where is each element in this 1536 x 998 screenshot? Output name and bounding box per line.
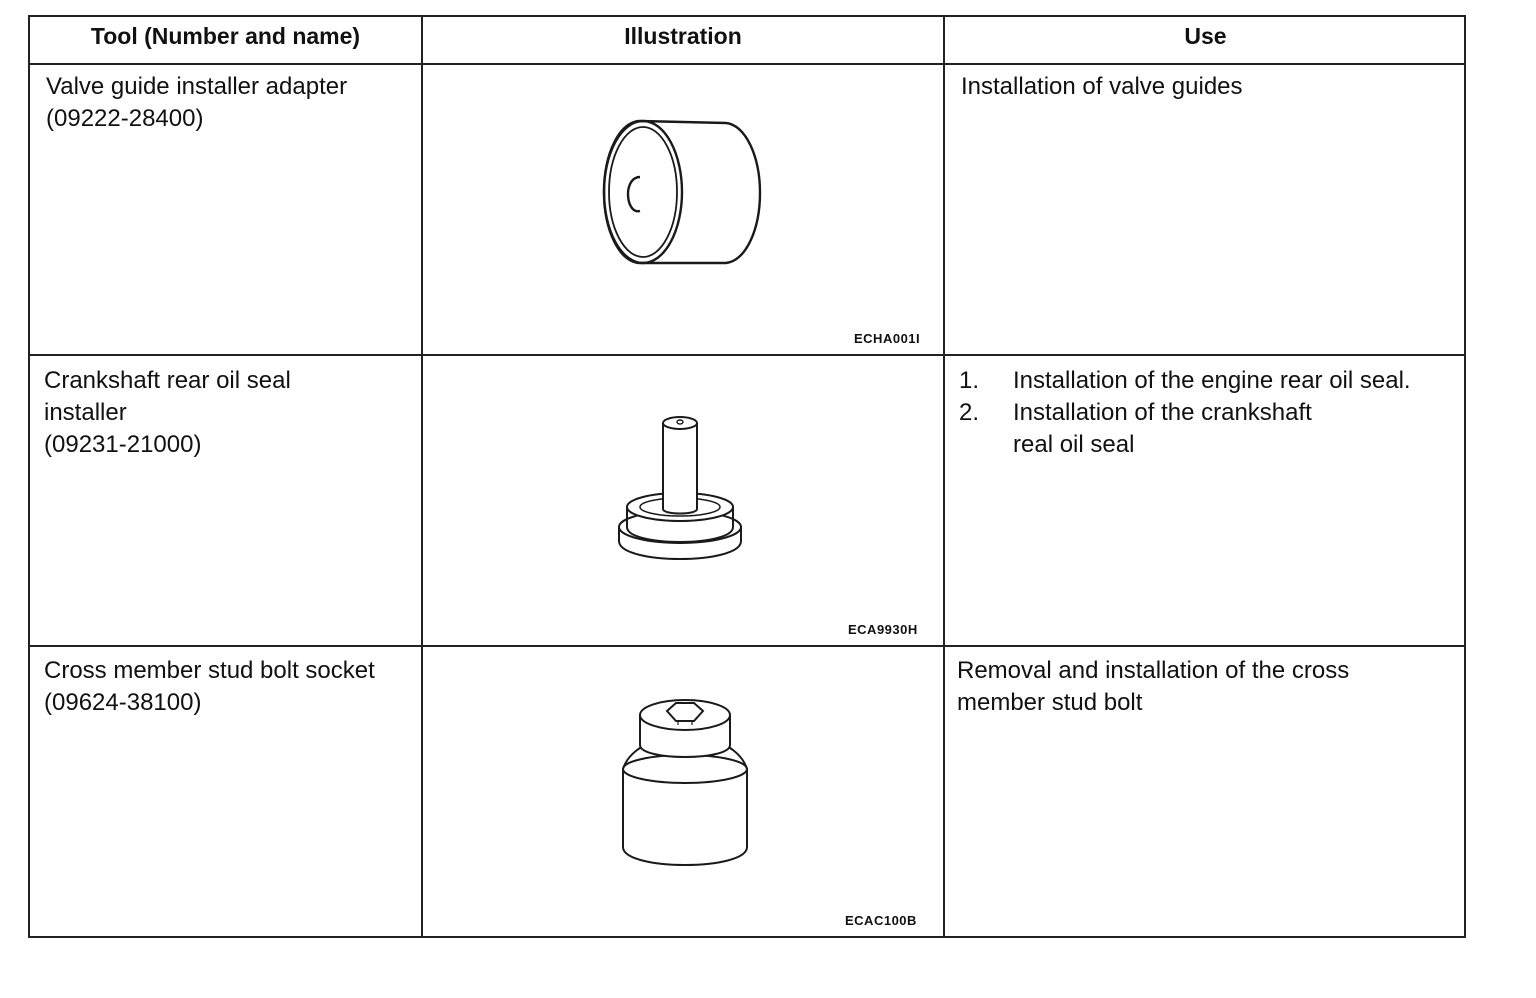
crankshaft-rear-oil-seal-installer-icon bbox=[615, 405, 745, 580]
use-line2: member stud bolt bbox=[957, 689, 1143, 716]
tool-name-line1: Crankshaft rear oil seal bbox=[44, 367, 291, 394]
tool-cell-3 bbox=[44, 655, 375, 719]
column-divider-1 bbox=[421, 17, 423, 936]
tool-name: Cross member stud bolt socket bbox=[44, 657, 375, 684]
tool-cell-2 bbox=[44, 365, 291, 461]
tool-name: Valve guide installer adapter bbox=[46, 73, 348, 100]
list-text-line1: Installation of the crankshaft bbox=[1013, 399, 1312, 426]
tool-name-line2: installer bbox=[44, 399, 127, 426]
use-list-item-1 bbox=[959, 365, 1459, 397]
header-divider bbox=[30, 63, 1464, 65]
column-divider-2 bbox=[943, 17, 945, 936]
special-tools-table bbox=[28, 15, 1466, 938]
use-line1: Removal and installation of the cross bbox=[957, 657, 1350, 684]
row-divider-2 bbox=[30, 645, 1464, 647]
header-tool: Tool (Number and name) bbox=[90, 23, 361, 49]
list-number: 1. bbox=[959, 367, 980, 394]
use-cell-3 bbox=[957, 655, 1349, 719]
tool-number: (09231-21000) bbox=[44, 431, 202, 458]
use-cell-2 bbox=[959, 365, 1459, 461]
use-cell-1: Installation of valve guides bbox=[961, 73, 1243, 100]
image-code: ECAC100B bbox=[845, 913, 917, 928]
header-illustration: Illustration bbox=[624, 23, 742, 49]
tool-cell-1 bbox=[46, 71, 347, 135]
row-divider-1 bbox=[30, 354, 1464, 356]
image-code: ECA9930H bbox=[848, 622, 918, 637]
valve-guide-installer-adapter-icon bbox=[600, 117, 765, 267]
list-text: Installation of the engine rear oil seal. bbox=[1013, 367, 1411, 394]
list-number: 2. bbox=[959, 399, 980, 426]
list-text-line2: real oil seal bbox=[1013, 431, 1135, 458]
use-list-item-2 bbox=[959, 397, 1459, 461]
header-use: Use bbox=[1184, 23, 1227, 49]
tool-number: (09222-28400) bbox=[46, 105, 204, 132]
stud-bolt-socket-icon bbox=[620, 687, 750, 872]
image-code: ECHA001I bbox=[854, 331, 921, 346]
tool-number: (09624-38100) bbox=[44, 689, 202, 716]
